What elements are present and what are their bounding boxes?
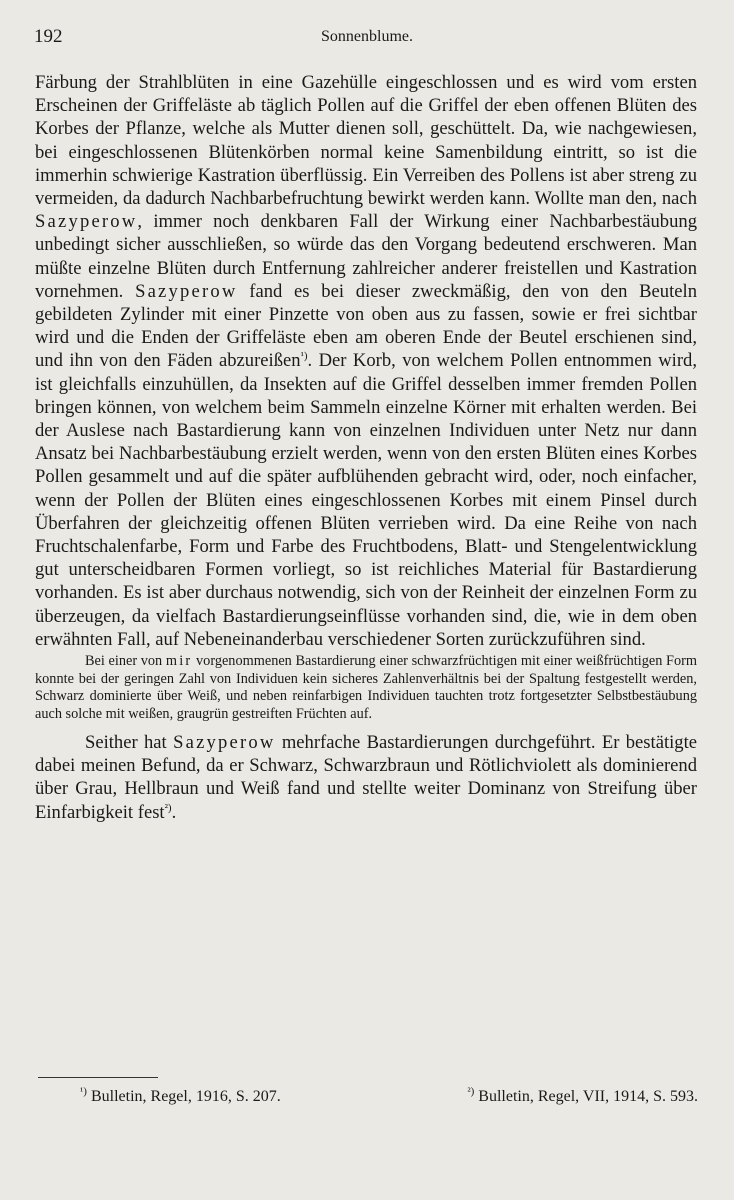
author-name: Sazyperow bbox=[135, 280, 238, 302]
footnote-ref-1: ¹) bbox=[300, 350, 308, 363]
page-header bbox=[34, 26, 700, 56]
body-text bbox=[35, 71, 697, 824]
footnote-separator bbox=[38, 1077, 158, 1078]
footnote-ref-2: ²) bbox=[164, 801, 172, 814]
page-number: 192 bbox=[34, 26, 63, 47]
small-print-note: Bei einer von mir vorgenommenen Bastardierung einer schwarzfrüchtigen mit einer weißfrüchtigen Form konnte bei der geringen Zahl von Individuen kein sicheres Zahlenverhältnis bei der Spaltung festgestellt werden, Schwarz dominierte über Weiß, und neben reinfarbigen Individuen tauchten trotz fortgesetzter Selbstbestäubung auch solche mit weißen, graugrün gestreiften Früchten auf. bbox=[35, 653, 697, 722]
emphasized-word: mir bbox=[165, 653, 193, 670]
author-name: Sazyperow bbox=[173, 732, 276, 754]
running-title: Sonnenblume. bbox=[321, 28, 413, 45]
author-name: Sazyperow bbox=[35, 211, 138, 233]
paragraph-1: Färbung der Strahlblüten in eine Gazehülle eingeschlossen und es wird vom ersten Erscheinen der Griffeläste ab täglich Pollen auf die Griffel der eben offenen Blüten des Korbes der Pflanze, welche als Mutter dienen soll, geschüttelt. Da, wie nachgewiesen, bei eingeschlossenen Blütenkörben normal keine Samenbildung eintritt, so ist die immerhin schwierige Kastration überflüssig. Ein Verreiben des Pollens ist aber streng zu vermeiden, da dadurch Nachbarbefruchtung bewirkt werden kann. Wollte man den, nach Sazyperow, immer noch denkbaren Fall der Wirkung einer Nachbarbestäubung unbedingt sicher ausschließen, so würde das den Vorgang bedeutend erschweren. Man müßte einzelne Blüten durch Entfernung zahlreicher anderer freistellen und Kastration vornehmen. Sazyperow fand es bei dieser zweckmäßig, den von den Beuteln gebildeten Zylinder mit einer Pinzette von oben aus zu fassen, sowie er frei sichtbar wird und die Enden der Griffeläste eben am oberen Ende der Beutel erschienen sind, und ihn von den Fäden abzureißen$^{^1)}$. Der Korb, von welchem Pollen entnommen wird, ist gleichfalls einzuhüllen, da Insekten auf die Griffel desselben immer fremden Pollen bringen können, von welchem beim Sammeln einzelne Körner mit erhalten werden. Bei der Auslese nach Bastardierung kann von einzelnen Individuen unter Netz nur dann Ansatz bei Nachbarbestäubung erzielt werden, wenn von den ersten Blüten eines Korbes Pollen gesammelt und auf die später aufblühenden gebracht wird, oder, noch einfacher, wenn der Pollen der Blüten eines eingeschlossenen Korbes mit einem Pinsel durch Überfahren der gleichzeitig offenen Blüten verrieben wird. Da eine Reihe von nach Fruchtschalenfarbe, Form und Farbe des Fruchtbodens, Blatt- und Stengelentwicklung gut unterscheidbaren Formen vorliegt, so ist reichliches Material für Bastardierung vorhanden. Es ist aber durchaus notwendig, sich von der Reinheit der einzelnen Form zu überzeugen, da vielfach Bastardierungseinflüsse vorhanden sind, die, wie in dem oben erwähnten Fall, auf Nebeneinanderbau verschiedener Sorten zurückzuführen sind. bbox=[35, 72, 697, 650]
paragraph-2: Seither hat Sazyperow mehrfache Bastardierungen durchgeführt. Er bestätigte dabei meinen Befund, da er Schwarz, Schwarzbraun und Rötlichviolett als dominierend über Grau, Hellbraun und Weiß fand und stellte weiter Dominanz von Streifung über Einfarbigkeit fest$^{^2)}$. bbox=[35, 732, 697, 823]
footnote-2: $^{^2)}$ Bulletin, Regel, VII, 1914, S. 593. bbox=[467, 1085, 698, 1105]
footnote-1: $^{^1)}$ Bulletin, Regel, 1916, S. 207. bbox=[80, 1085, 281, 1105]
